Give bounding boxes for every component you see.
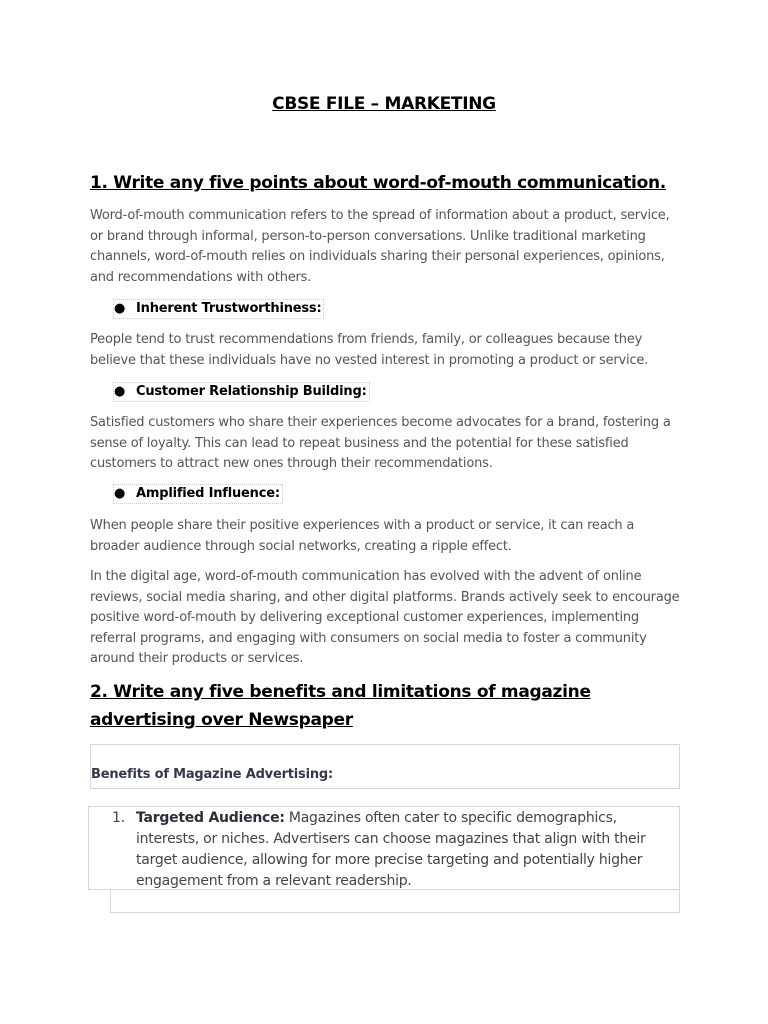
benefit-text: Magazines often cater to specific demographics, interests, or niches. Advertisers can choose magazines that align with their target audience, allowing for more precise targeting and potentially higher engagement from a relevant readership.: [136, 810, 646, 889]
benefit-item-targeted-audience: [112, 808, 678, 892]
benefits-label: Benefits of Magazine Advertising:: [91, 767, 333, 782]
q1-point-1-text: People tend to trust recommendations from friends, family, or colleagues because they believe that these individuals have no vested interest in promoting a product or service.: [90, 332, 649, 368]
bullet-dot-icon: ●: [114, 301, 126, 316]
bullet-dot-icon: ●: [114, 486, 126, 501]
q1-intro-paragraph: Word-of-mouth communication refers to the spread of information about a product, service, or brand through informal, person-to-person conversations. Unlike traditional marketing channels, word-of-mouth relies on individuals sharing their personal experiences, opinions, and recommendations with others.: [90, 208, 670, 285]
question-2-heading: 2. Write any five benefits and limitations of magazine advertising over Newspaper: [90, 682, 591, 730]
bullet-amplified-influence: ● Amplified Influence:: [113, 484, 283, 504]
bullet-inherent-trustworthiness: ● Inherent Trustworthiness:: [113, 299, 324, 319]
list-number: 1.: [112, 810, 125, 826]
question-1-heading: 1. Write any five points about word-of-mouth communication.: [90, 173, 666, 193]
q1-closing-paragraph: In the digital age, word-of-mouth communication has evolved with the advent of online reviews, social media sharing, and other digital platforms. Brands actively seek to encourage positive word-of-mouth by delivering exceptional customer experiences, implementing referral programs, and engaging with consumers on social media to foster a community around their products or services.: [90, 569, 680, 666]
bullet-customer-relationship: ● Customer Relationship Building:: [113, 382, 370, 402]
benefit-label: Targeted Audience:: [136, 810, 285, 826]
q1-point-3-text: When people share their positive experiences with a product or service, it can reach a broader audience through social networks, creating a ripple effect.: [90, 518, 635, 554]
bullet-dot-icon: ●: [114, 384, 126, 399]
empty-table-row: [110, 889, 680, 913]
q1-point-2-text: Satisfied customers who share their experiences become advocates for a brand, fostering a sense of loyalty. This can lead to repeat business and the potential for these satisfied customers to attract new ones through their recommendations.: [90, 415, 671, 471]
document-title: CBSE FILE – MARKETING: [272, 94, 496, 114]
